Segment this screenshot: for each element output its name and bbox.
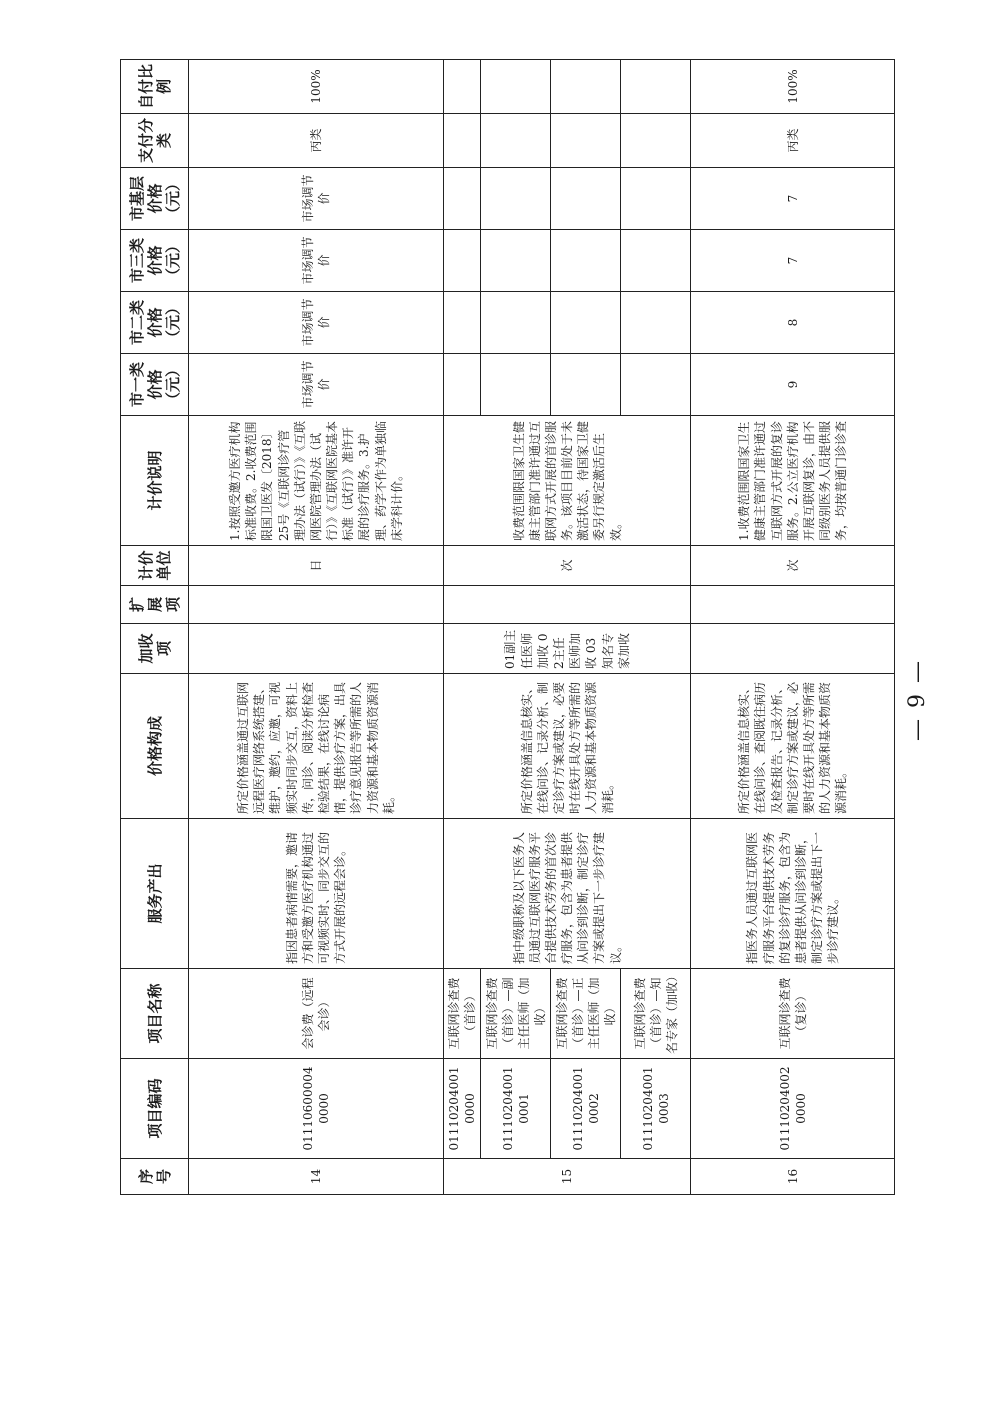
row15-code-1: 011102040010001: [481, 1059, 551, 1159]
header-seq: 序号: [121, 1159, 189, 1195]
row15-name-1: 互联网诊查费（首诊）—副主任医师（加收）: [481, 969, 551, 1059]
row15-city3-price: [444, 230, 481, 292]
row15-pay-class: [444, 114, 481, 168]
header-surcharge: 加收项: [121, 624, 189, 674]
header-city1-price: 市一类价格（元）: [121, 354, 189, 416]
row14-name: 会诊费（远程会诊）: [189, 969, 444, 1059]
row14-grassroots-price: 市场调节价: [189, 168, 444, 230]
row16-output: 指医务人员通过互联网医疗服务平台提供技术劳务的复诊诊疗服务，包含为患者提供从问诊到诊断，制定诊疗方案或提出下一步诊疗建议。: [691, 819, 895, 969]
row15-code-3: 011102040010003: [621, 1059, 691, 1159]
header-unit: 计价单位: [121, 546, 189, 586]
row15-code-2: 011102040010002: [551, 1059, 621, 1159]
row14-surcharge: [189, 624, 444, 674]
header-note: 计价说明: [121, 416, 189, 546]
page-number: — 9 —: [905, 659, 930, 741]
row15-city1-price: [444, 354, 481, 416]
table-row: [444, 60, 481, 1195]
row16-seq: 16: [691, 1159, 895, 1195]
header-city3-price: 市三类价格（元）: [121, 230, 189, 292]
row15-surcharge: 01副主任医师加收 02主任医师加收 03知名专家加收: [444, 624, 691, 674]
row15-unit: 次: [444, 546, 691, 586]
row15-note: 收费范围限国家卫生健康主管部门准许通过互联网方式开展的首诊服务。该项目目前处于未激活状态，待国家卫健委另行规定激活后生效。: [444, 416, 691, 546]
row14-city1-price: 市场调节价: [189, 354, 444, 416]
row14-extension: [189, 586, 444, 624]
row14-composition: 所定价格涵盖通过互联网远程医疗网络系统搭建、维护，邀约，应邀，可视频实时同步交互，资料上传，问诊、阅读分析检查检验结果，在线讨论病情，提供诊疗方案，出具诊疗意见报告等所需的人力资源和基本物质资源消耗。: [189, 674, 444, 819]
row15-name-0: 互联网诊查费（首诊）: [444, 969, 481, 1059]
row15-city2-price: [444, 292, 481, 354]
row16-surcharge: [691, 624, 895, 674]
header-composition: 价格构成: [121, 674, 189, 819]
row15-name-3: 互联网诊查费（首诊）—知名专家（加收）: [621, 969, 691, 1059]
row16-self-pay: 100%: [691, 60, 895, 114]
row14-unit: 日: [189, 546, 444, 586]
row16-note: 1.收费范围限国家卫生健康主管部门准许通过互联网方式开展的复诊服务。2.公立医疗机构开展互联网复诊，由不同级别医务人员提供服务，均按普通门诊诊查: [691, 416, 895, 546]
row16-name: 互联网诊查费（复诊）: [691, 969, 895, 1059]
row15-self-pay: [444, 60, 481, 114]
row15-composition: 所定价格涵盖信息核实、在线问诊、记录分析、制定诊疗方案或建议，必要时在线开具处方等所需的人力资源和基本物质资源消耗。: [444, 674, 691, 819]
row14-pay-class: 丙类: [189, 114, 444, 168]
row14-self-pay: 100%: [189, 60, 444, 114]
row15-output: 指中级职称及以下医务人员通过互联网医疗服务平台提供技术劳务的首次诊疗服务，包含为患者提供从问诊到诊断，制定诊疗方案或提出下一步诊疗建议。: [444, 819, 691, 969]
table-row: [189, 60, 444, 1195]
price-table: [120, 59, 895, 1195]
row16-city1-price: 9: [691, 354, 895, 416]
header-city2-price: 市二类价格（元）: [121, 292, 189, 354]
row16-city3-price: 7: [691, 230, 895, 292]
row16-city2-price: 8: [691, 292, 895, 354]
row15-grassroots-price: [444, 168, 481, 230]
header-output: 服务产出: [121, 819, 189, 969]
header-name: 项目名称: [121, 969, 189, 1059]
table-row: [691, 60, 895, 1195]
header-extension: 扩展项: [121, 586, 189, 624]
header-pay-class: 支付分类: [121, 114, 189, 168]
row16-code: 011102040020000: [691, 1059, 895, 1159]
row14-output: 指因患者病情需要，邀请方和受邀方医疗机构通过可视频实时、同步交互的方式开展的远程会诊。: [189, 819, 444, 969]
row15-extension: [444, 586, 691, 624]
row16-extension: [691, 586, 895, 624]
row14-note: 1.按照受邀方医疗机构标准收费。2.收费范围限国卫医发〔2018〕25号《互联网诊疗管理办法（试行）》《互联网医院管理办法（试行）》《互联网医院基本标准（试行）》准许开展的诊疗服务。3.护理、药学不作为单独临床学科计价。: [189, 416, 444, 546]
row15-name-2: 互联网诊查费（首诊）—正主任医师（加收）: [551, 969, 621, 1059]
header-grassroots-price: 市基层价格（元）: [121, 168, 189, 230]
row14-city3-price: 市场调节价: [189, 230, 444, 292]
row16-pay-class: 丙类: [691, 114, 895, 168]
row14-code: 011106000040000: [189, 1059, 444, 1159]
row14-seq: 14: [189, 1159, 444, 1195]
row15-seq: 15: [444, 1159, 691, 1195]
row16-unit: 次: [691, 546, 895, 586]
header-self-pay: 自付比例: [121, 60, 189, 114]
row16-grassroots-price: 7: [691, 168, 895, 230]
header-code: 项目编码: [121, 1059, 189, 1159]
header-row: [121, 60, 189, 1195]
row15-code-0: 011102040010000: [444, 1059, 481, 1159]
row14-city2-price: 市场调节价: [189, 292, 444, 354]
row16-composition: 所定价格涵盖信息核实、在线问诊、查阅既往病历及检查报告、记录分析、制定诊疗方案或建议，必要时在线开具处方等所需的人力资源和基本物质资源消耗。: [691, 674, 895, 819]
